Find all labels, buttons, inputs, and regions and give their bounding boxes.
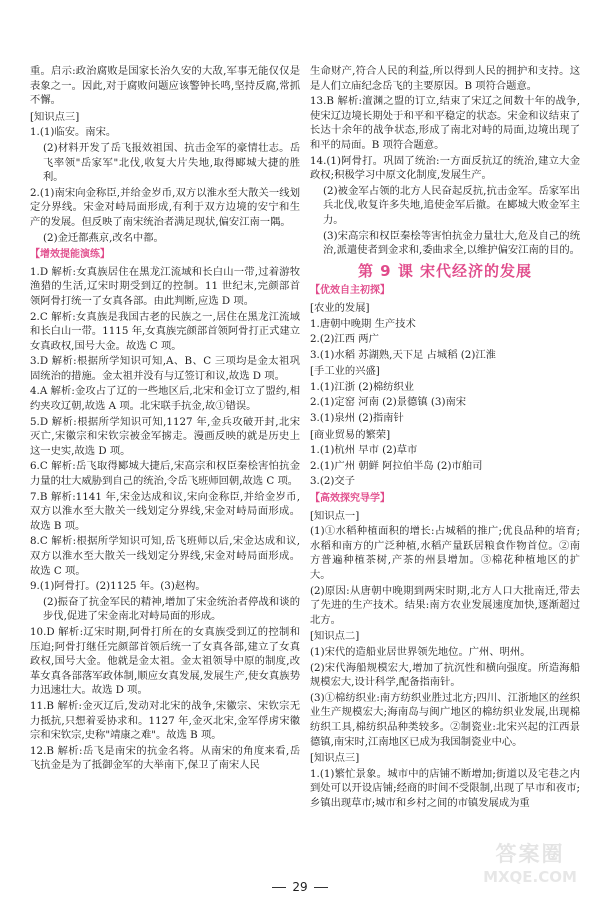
section-tag-practice: 【增效提能演练】 [30, 249, 110, 261]
left-column [30, 64, 300, 774]
knowledge-point-heading: [知识点三] [30, 110, 80, 123]
answer-line: 1.(1)繁忙景象。城市中的店铺不断增加;街道以及宅巷之内到处可以开设店铺;经商的时间不受限制,出现了早市和夜市;乡镇出现草市;城市和乡村之间的市镇发展成为重 [310, 767, 580, 809]
topic-heading-trade: [商业贸易的繁荣] [310, 428, 391, 441]
question-answer: (3)宋高宗和权臣秦桧等害怕抗金力量壮大,危及自己的统治,派遣使者到金求和,委曲求全,以维护偏安江南的目的。 [323, 229, 580, 257]
answer-continuation: 生命财产,符合人民的利益,所以得到人民的拥护和支持。这是人们立庙纪念岳飞的主要原因。B 项符合题意。 [310, 65, 580, 92]
question-answer: 5.D 解析:根据所学知识可知,1127 年,金兵攻破开封,北宋灭亡,宋徽宗和宋钦宗被金军掳走。漫画反映的就是历史上这一史实,故选 D 项。 [30, 415, 300, 457]
topic-heading-agriculture: [农业的发展] [310, 301, 370, 314]
answer-line: 3.(1)水稻 苏湖熟,天下足 占城稻 (2)江淮 [310, 348, 496, 361]
paragraph: 重。启示:政治腐败是国家长治久安的大敌,军事无能仅仅是表象之一。因此,对于腐败问题应该警钟长鸣,坚持反腐,常抓不懈。 [30, 65, 300, 107]
question-answer: 10.D 解析:辽宋时期,阿骨打所在的女真族受到辽的控制和压迫;阿骨打继任完颜部首领后统一了女真各部,建立了女真政权,国号大金。他就是金太祖。金太祖领导中原的制度,改革女真各部落军政体制,顺应女真发展,发展生产,使女真族势力迅速壮大。故选 D 项。 [30, 625, 300, 697]
section-tag-inquiry: 【高效探究导学】 [310, 493, 390, 505]
answer-line: (1)宋代的造船业居世界领先地位。广州、明州。 [310, 645, 531, 658]
question-answer: 13.B 解析:澶渊之盟的订立,结束了宋辽之间数十年的战争,使宋辽边境长期处于和平和平稳定的状态。宋金和议结束了长达十余年的战争状态,形成了南北对峙的局面,边境出现了和平的局面。B 项符合题意。 [310, 95, 580, 151]
answer-line: 3.(1)泉州 (2)指南针 [310, 412, 404, 425]
divider [272, 887, 286, 888]
question-answer: 8.C 解析:根据所学知识可知,岳飞班师以后,宋金达成和议,双方以淮水至大散关一线划定分界线,宋金对峙局面形成。故选 C 项。 [30, 535, 300, 577]
question-answer: 2.C 解析:女真族是我国古老的民族之一,居住在黑龙江流域和长白山一带。1115 年,女真族完颜部首领阿骨打正式建立女真政权,国号大金。故选 C 项。 [30, 310, 300, 352]
watermark [470, 838, 590, 904]
watermark-logo: 答案圈 [495, 842, 565, 866]
answer-line: 2.(1)南宋向金称臣,并给金岁币,双方以淮水至大散关一线划定分界线。宋金对峙局面形成,有利于双方边境的安宁和生产的发展。但反映了南宋统治者满足现状,偏安江南一隅。 [30, 186, 300, 228]
lesson-title: 第 9 课 宋代经济的发展 [357, 261, 533, 280]
question-answer: 9.(1)阿骨打。(2)1125 年。(3)赵构。 [30, 580, 206, 593]
question-answer: 11.B 解析:金灭辽后,发动对北宋的战争,宋徽宗、宋钦宗无力抵抗,只想着妥协求和。1127 年,金灭北宋,金军俘虏宋徽宗和宋钦宗,史称"靖康之难"。故选 B 项。 [30, 699, 300, 742]
page-number-text: 29 [292, 880, 308, 894]
answer-line: (2)原因:从唐朝中晚期到两宋时期,北方人口大批南迁,带去了先进的生产技术。结果:南方农业发展速度加快,逐渐超过北方。 [310, 584, 580, 626]
answer-line: (2)材料开发了岳飞报效祖国、抗击金军的豪情壮志。岳飞率领"岳家军"北伐,收复大片失地,取得郾城大捷的胜利。 [43, 141, 300, 184]
question-answer: (2)被金军占领的北方人民奋起反抗,抗击金军。岳家军出兵北伐,收复许多失地,追使金军后撤。在郾城大败金军主力。 [323, 184, 580, 226]
answer-line: 1.(1)杭州 早市 (2)草市 [310, 444, 418, 457]
question-answer: 4.A 解析:金攻占了辽的一些地区后,北宋和金订立了盟约,相约夹攻辽朝,故选 A 项。北宋联手抗金,故①错误。 [30, 385, 300, 413]
answer-line: 2.(1)定窑 河南 (2)景德镇 (3)南宋 [310, 396, 467, 409]
section-tag-self-study: 【优效自主初探】 [310, 285, 390, 297]
knowledge-point-heading: [知识点二] [310, 630, 360, 643]
question-answer: (2)振奋了抗金军民的精神,增加了宋金统治者停战和谈的步伐,促进了宋金南北对峙局面的形成。 [43, 595, 300, 623]
divider [314, 887, 328, 888]
question-answer: 6.C 解析:岳飞取得郾城大捷后,宋高宗和权臣秦桧害怕抗金力量的壮大威胁到自己的统治,令岳飞班师回朝,故选 C 项。 [30, 460, 300, 488]
answer-line: (3)①棉纺织业:南方纺织业胜过北方;四川、江浙地区的丝织业生产规模宏大;海南岛与闽广地区的棉纺织业发展,出现棉纺织工具,棉纺织品种类较多。②制瓷业:北宋兴起的江西景德镇,南宋时,江南地区已成为我国制瓷业中心。 [310, 691, 580, 748]
topic-heading-handicraft: [手工业的兴盛] [310, 365, 380, 378]
question-answer: 3.D 解析:根据所学知识可知,A、B、C 三项均是金太祖巩固统治的措施。金太祖并没有与辽签订和议,故选 D 项。 [30, 355, 300, 382]
answer-line: (1)①水稻种植面积的增长:占城稻的推广;优良品种的培育;水稻和南方的广泛种植,水稻产量跃居粮食作物首位。②南方普遍种植茶树,产茶的州县增加。③棉花种植地区的扩大。 [310, 525, 580, 581]
question-answer: 7.B 解析:1141 年,宋金达成和议,宋向金称臣,并给金岁币,双方以淮水至大散关一线划定分界线,宋金对峙局面形成。故选 B 项。 [30, 490, 300, 532]
answer-line: 2.(1)广州 朝鲜 阿拉伯半岛 (2)市舶司 [310, 459, 483, 472]
right-column [310, 64, 580, 812]
answer-line: 1.(1)江浙 (2)棉纺织业 [310, 380, 415, 393]
knowledge-point-heading: [知识点三] [310, 752, 360, 765]
question-answer: 14.(1)阿骨打。巩固了统治:一方面反抗辽的统治,建立大金政权;积极学习中原文化制度,发展生产。 [310, 154, 580, 182]
answer-line: (2)金迁都燕京,改名中都。 [43, 231, 164, 244]
question-answer: 12.B 解析:岳飞是南宋的抗金名将。从南宋的角度来看,岳飞抗金是为了抵御金军的大举南下,保卫了南宋人民 [30, 744, 300, 772]
knowledge-point-heading: [知识点一] [310, 509, 360, 522]
answer-line: 1.唐朝中晚期 生产技术 [310, 317, 416, 330]
question-answer: 1.D 解析:女真族居住在黑龙江流域和长白山一带,过着游牧渔猎的生活,辽宋时期受到辽的控制。11 世纪末,完颜部首领阿骨打统一了女真各部。由此判断,应选 D 项。 [30, 265, 300, 307]
answer-line: 3.(2)交子 [310, 475, 356, 488]
watermark-url: MXQE.COM [483, 868, 577, 886]
answer-line: 2.(2)江西 两广 [310, 333, 379, 346]
answer-line: (2)宋代海船规模宏大,增加了抗沉性和横向强度。所造海船规模宏大,设计科学,配备指南针。 [310, 661, 580, 689]
answer-line: 1.(1)临安。南宋。 [30, 126, 117, 139]
